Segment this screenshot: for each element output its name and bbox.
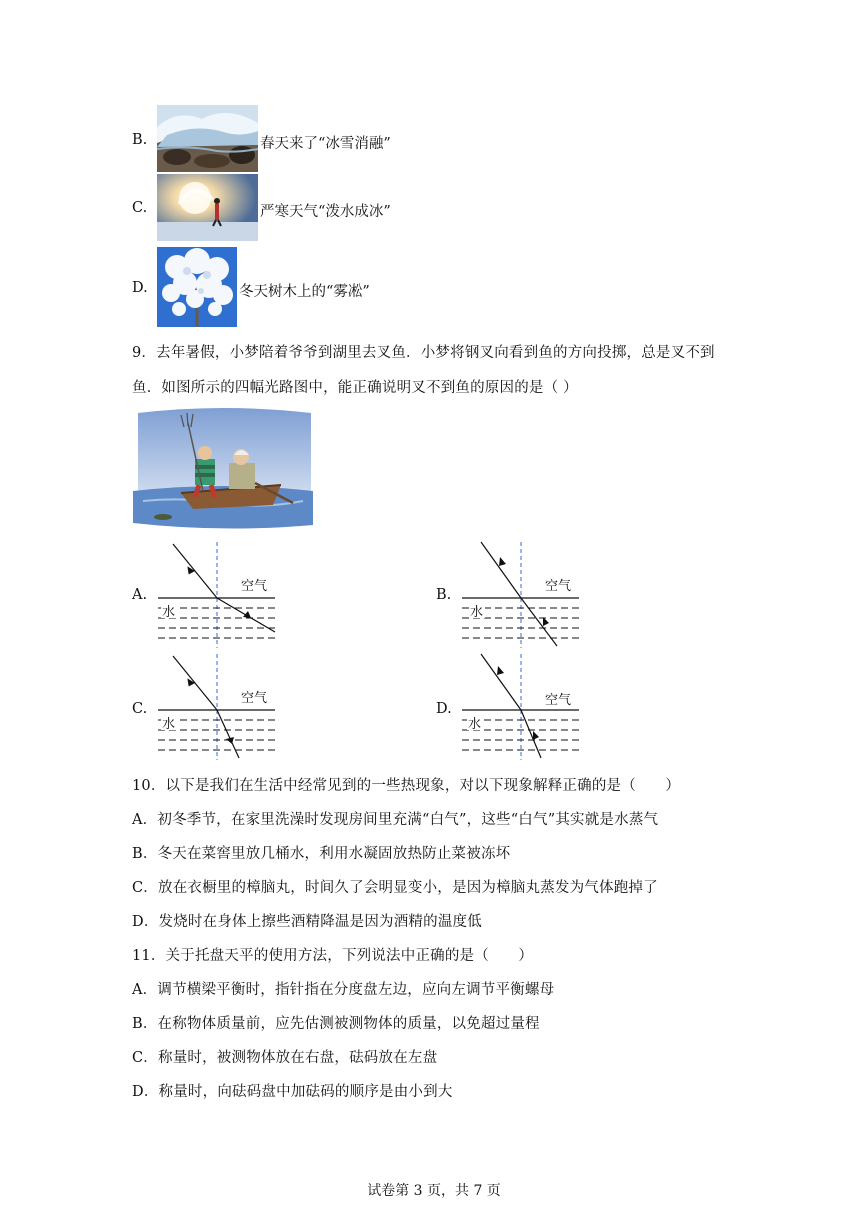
splash-water-ice-photo	[157, 174, 258, 241]
q11-option-a: A．调节横梁平衡时，指针指在分度盘左边，应向左调节平衡螺母	[132, 982, 555, 998]
arrow-icon	[497, 666, 504, 675]
arrow-icon	[187, 678, 196, 687]
refracted-ray	[481, 654, 521, 710]
arrow-icon	[533, 731, 539, 740]
water-label: 水	[468, 717, 482, 732]
refracted-ray	[481, 542, 521, 598]
q11-option-c: C．称量时，被测物体放在右盘，砝码放在左盘	[132, 1050, 438, 1066]
rime-tree-photo	[157, 247, 237, 327]
q9-stem-line1: 9．去年暑假，小梦陪着爷爷到湖里去叉鱼．小梦将钢叉向看到鱼的方向投掷，总是叉不到	[132, 345, 715, 361]
q10-stem: 10．以下是我们在生活中经常见到的一些热现象，对以下现象解释正确的是（ ）	[132, 778, 681, 794]
melting-ice-photo	[157, 105, 258, 172]
incident-ray	[521, 710, 541, 758]
q10-option-b: B．冬天在菜窖里放几桶水，利用水凝固放热防止菜被冻坏	[132, 846, 511, 862]
q8-option-c-letter: C.	[132, 200, 148, 216]
page-footer: 试卷第 3 页，共 7 页	[367, 1183, 501, 1199]
q11-option-d: D．称量时，向砝码盘中加砝码的顺序是由小到大	[132, 1084, 453, 1100]
q8-option-d-caption: 冬天树木上的“雾凇”	[239, 284, 370, 300]
q11-option-b: B．在称物体质量前，应先估测被测物体的质量，以免超过量程	[132, 1016, 540, 1032]
ray-diagram-a	[155, 540, 280, 650]
q10-option-d: D．发烧时在身体上擦些酒精降温是因为酒精的温度低	[132, 914, 482, 930]
ray-diagram-b	[459, 540, 584, 650]
arrow-icon	[499, 557, 506, 566]
ray-diagram-d	[459, 652, 584, 762]
q11-stem: 11．关于托盘天平的使用方法，下列说法中正确的是（ ）	[132, 948, 534, 964]
air-label: 空气	[241, 691, 268, 706]
refracted-ray	[217, 710, 239, 758]
air-label: 空气	[241, 579, 268, 594]
q8-option-c-caption: 严寒天气“泼水成冰”	[260, 204, 391, 220]
air-label: 空气	[545, 693, 572, 708]
q8-option-b-caption: 春天来了“冰雪消融”	[260, 136, 391, 152]
q10-option-c: C．放在衣橱里的樟脑丸，时间久了会明显变小，是因为樟脑丸蒸发为气体跑掉了	[132, 880, 658, 896]
q10-option-a: A．初冬季节，在家里洗澡时发现房间里充满“白气”，这些“白气”其实就是水蒸气	[132, 812, 659, 828]
q9-option-d-letter: D.	[436, 701, 452, 717]
q8-option-b-letter: B.	[132, 132, 148, 148]
q8-option-d-letter: D.	[132, 280, 148, 296]
arrow-icon	[187, 566, 196, 575]
air-label: 空气	[545, 579, 572, 594]
ray-diagram-c	[155, 652, 280, 762]
q9-option-b-letter: B.	[436, 587, 452, 603]
q9-option-c-letter: C.	[132, 701, 148, 717]
fishing-boat-illustration	[133, 405, 313, 533]
q9-stem-line2: 鱼．如图所示的四幅光路图中，能正确说明叉不到鱼的原因的是（ ）	[132, 380, 578, 396]
water-label: 水	[162, 605, 176, 620]
incident-ray	[521, 598, 557, 646]
water-label: 水	[162, 717, 176, 732]
water-label: 水	[470, 605, 484, 620]
q9-option-a-letter: A.	[132, 587, 148, 603]
